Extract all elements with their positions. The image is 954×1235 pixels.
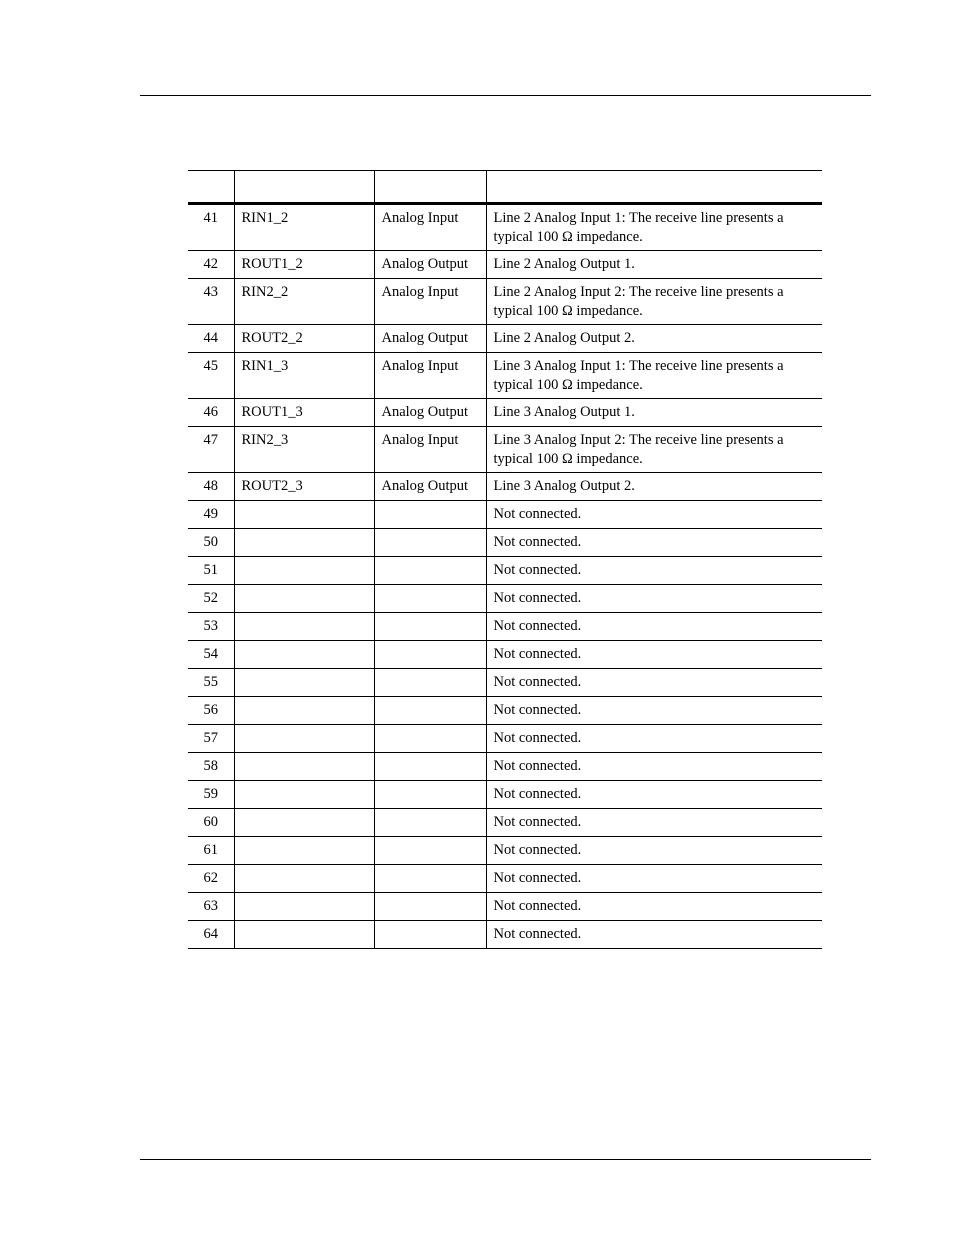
pin-number-cell: 56: [188, 697, 234, 725]
signal-type-cell: [374, 921, 486, 949]
table-row: [188, 641, 822, 669]
table-row: [188, 427, 822, 473]
description-cell: Not connected.: [486, 865, 822, 893]
header-type: [374, 171, 486, 204]
signal-name-cell: [234, 529, 374, 557]
description-cell: Not connected.: [486, 893, 822, 921]
signal-name-cell: [234, 921, 374, 949]
signal-type-cell: [374, 557, 486, 585]
pin-number-cell: 63: [188, 893, 234, 921]
signal-name-cell: [234, 809, 374, 837]
signal-name-cell: [234, 613, 374, 641]
description-cell: Line 2 Analog Output 1.: [486, 251, 822, 279]
description-cell: Not connected.: [486, 809, 822, 837]
description-cell: Not connected.: [486, 921, 822, 949]
description-cell: Line 2 Analog Input 1: The receive line presents a typical 100 Ω impedance.: [486, 204, 822, 251]
signal-name-cell: ROUT1_2: [234, 251, 374, 279]
signal-name-cell: [234, 725, 374, 753]
signal-name-cell: RIN1_2: [234, 204, 374, 251]
signal-type-cell: Analog Input: [374, 279, 486, 325]
signal-name-cell: [234, 585, 374, 613]
signal-type-cell: [374, 865, 486, 893]
description-cell: Not connected.: [486, 529, 822, 557]
pin-number-cell: 59: [188, 781, 234, 809]
table-row: [188, 353, 822, 399]
table-row: [188, 529, 822, 557]
table-row: [188, 921, 822, 949]
table-row: [188, 697, 822, 725]
description-cell: Not connected.: [486, 725, 822, 753]
table-row: [188, 865, 822, 893]
signal-name-cell: RIN2_2: [234, 279, 374, 325]
signal-name-cell: [234, 557, 374, 585]
header-rule: [140, 95, 871, 96]
pin-table: [188, 170, 822, 949]
signal-name-cell: RIN2_3: [234, 427, 374, 473]
pin-number-cell: 50: [188, 529, 234, 557]
table-row: [188, 809, 822, 837]
pin-number-cell: 62: [188, 865, 234, 893]
signal-name-cell: [234, 865, 374, 893]
pin-number-cell: 49: [188, 501, 234, 529]
signal-type-cell: Analog Output: [374, 251, 486, 279]
pin-number-cell: 43: [188, 279, 234, 325]
signal-type-cell: Analog Input: [374, 204, 486, 251]
description-cell: Line 3 Analog Input 2: The receive line presents a typical 100 Ω impedance.: [486, 427, 822, 473]
description-cell: Not connected.: [486, 557, 822, 585]
table-row: [188, 585, 822, 613]
table-row: [188, 279, 822, 325]
description-cell: Not connected.: [486, 697, 822, 725]
description-cell: Not connected.: [486, 837, 822, 865]
table-row: [188, 251, 822, 279]
signal-name-cell: [234, 781, 374, 809]
signal-type-cell: [374, 753, 486, 781]
table-row: [188, 325, 822, 353]
table-row: [188, 893, 822, 921]
table-header-row: [188, 171, 822, 204]
signal-type-cell: [374, 641, 486, 669]
signal-type-cell: Analog Input: [374, 353, 486, 399]
description-cell: Not connected.: [486, 613, 822, 641]
table-row: [188, 501, 822, 529]
table-row: [188, 725, 822, 753]
header-description: [486, 171, 822, 204]
signal-type-cell: Analog Output: [374, 473, 486, 501]
signal-name-cell: [234, 697, 374, 725]
signal-type-cell: [374, 697, 486, 725]
description-cell: Not connected.: [486, 669, 822, 697]
table-row: [188, 399, 822, 427]
pin-number-cell: 58: [188, 753, 234, 781]
description-cell: Not connected.: [486, 585, 822, 613]
table-row: [188, 781, 822, 809]
description-cell: Line 3 Analog Input 1: The receive line presents a typical 100 Ω impedance.: [486, 353, 822, 399]
signal-type-cell: [374, 529, 486, 557]
pin-number-cell: 53: [188, 613, 234, 641]
pin-number-cell: 45: [188, 353, 234, 399]
description-cell: Line 3 Analog Output 1.: [486, 399, 822, 427]
description-cell: Not connected.: [486, 753, 822, 781]
signal-type-cell: [374, 501, 486, 529]
signal-name-cell: ROUT2_2: [234, 325, 374, 353]
signal-name-cell: ROUT1_3: [234, 399, 374, 427]
signal-type-cell: [374, 725, 486, 753]
description-cell: Line 3 Analog Output 2.: [486, 473, 822, 501]
description-cell: Line 2 Analog Output 2.: [486, 325, 822, 353]
pin-number-cell: 57: [188, 725, 234, 753]
pin-number-cell: 55: [188, 669, 234, 697]
table-row: [188, 613, 822, 641]
signal-type-cell: [374, 781, 486, 809]
table-body: [188, 204, 822, 949]
table-row: [188, 557, 822, 585]
table-row: [188, 669, 822, 697]
pin-number-cell: 61: [188, 837, 234, 865]
pin-number-cell: 64: [188, 921, 234, 949]
footer-rule: [140, 1159, 871, 1160]
signal-name-cell: [234, 893, 374, 921]
pin-number-cell: 46: [188, 399, 234, 427]
pin-number-cell: 54: [188, 641, 234, 669]
table-row: [188, 204, 822, 251]
signal-name-cell: [234, 753, 374, 781]
signal-type-cell: [374, 669, 486, 697]
pin-number-cell: 48: [188, 473, 234, 501]
signal-name-cell: RIN1_3: [234, 353, 374, 399]
description-cell: Not connected.: [486, 501, 822, 529]
pin-number-cell: 51: [188, 557, 234, 585]
table-row: [188, 753, 822, 781]
table-row: [188, 473, 822, 501]
pin-number-cell: 41: [188, 204, 234, 251]
header-pin: [188, 171, 234, 204]
pin-number-cell: 44: [188, 325, 234, 353]
signal-type-cell: [374, 585, 486, 613]
signal-type-cell: Analog Output: [374, 325, 486, 353]
description-cell: Line 2 Analog Input 2: The receive line presents a typical 100 Ω impedance.: [486, 279, 822, 325]
pin-number-cell: 47: [188, 427, 234, 473]
signal-type-cell: [374, 893, 486, 921]
signal-type-cell: [374, 613, 486, 641]
table-row: [188, 837, 822, 865]
pin-number-cell: 60: [188, 809, 234, 837]
signal-type-cell: [374, 837, 486, 865]
signal-name-cell: [234, 641, 374, 669]
description-cell: Not connected.: [486, 641, 822, 669]
signal-name-cell: [234, 669, 374, 697]
description-cell: Not connected.: [486, 781, 822, 809]
signal-type-cell: Analog Output: [374, 399, 486, 427]
header-name: [234, 171, 374, 204]
signal-name-cell: [234, 837, 374, 865]
signal-type-cell: [374, 809, 486, 837]
pin-number-cell: 52: [188, 585, 234, 613]
signal-name-cell: [234, 501, 374, 529]
signal-type-cell: Analog Input: [374, 427, 486, 473]
signal-name-cell: ROUT2_3: [234, 473, 374, 501]
pin-number-cell: 42: [188, 251, 234, 279]
